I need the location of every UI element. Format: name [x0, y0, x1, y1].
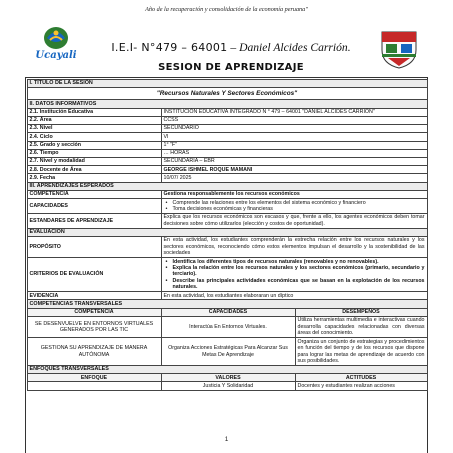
info-label: 2.7. Nivel y modalidad [27, 157, 161, 165]
info-row-institucion [27, 108, 427, 116]
info-value: … HORAS [161, 149, 427, 157]
table-row [27, 317, 427, 338]
enfoque-valor: Justicia Y Solidaridad [161, 382, 295, 390]
proposito-row [27, 237, 427, 258]
enfoque-name [27, 382, 161, 390]
estandares-value: Explica que los recursos económicos son escasos y que, frente a ello, los agentes económicos deben tomar decisiones sobre cómo utilizarlos (elección y costos de oportunidad). [161, 213, 427, 228]
column-header: CAPACIDADES [161, 308, 295, 316]
school-code: I.E.I- N°479 – 64001 [111, 41, 228, 54]
evidencia-label: EVIDENCIA [27, 292, 161, 300]
table-row [27, 382, 427, 390]
criterios-list [164, 259, 425, 291]
competencia-label: COMPETENCIA [27, 191, 161, 199]
school-crest-logo [378, 28, 420, 70]
list-item: • Toma decisiones económicas y financieras [164, 206, 425, 212]
column-header: ACTITUDES [295, 374, 427, 382]
info-row-fecha [27, 174, 427, 182]
info-value: GEORGE ISHMEL ROQUE MAMANI [161, 166, 427, 174]
competencia-row [27, 191, 427, 199]
proposito-label: PROPÓSITO [27, 237, 161, 258]
section-aprendizajes-heading: III. APRENDIZAJES ESPERADOS [27, 182, 427, 190]
logo-left-text: Ucayali [35, 50, 77, 61]
evidencia-value: En esta actividad, los estudiantes elaboraran un díptico [161, 292, 427, 300]
list-item: • Explica la relación entre los recursos naturales y los sectores económicos (primario, secundario y terciario). [164, 265, 425, 278]
estandares-row [27, 213, 427, 228]
info-label: 2.1. Institución Educativa [27, 108, 161, 116]
info-label: 2.4. Ciclo [27, 133, 161, 141]
enfoque-actitud: Docentes y estudiantes realizan acciones [295, 382, 427, 390]
column-header: ENFOQUE [27, 374, 161, 382]
criterios-row [27, 258, 427, 292]
list-item: • Identifica los diferentes tipos de recursos naturales (renovables y no renovables). [164, 259, 425, 265]
school-name-text: – Daniel Alcides Carrión. [230, 41, 351, 54]
list-item: • Comprende las relaciones entre los elementos del sistema económico y financiero [164, 200, 425, 206]
transversal-capacidad: Organiza Acciones Estratégicas Para Alcanzar Sus Metas De Aprendizaje [161, 338, 295, 366]
info-value: SECUNDARIA – EBR [161, 157, 427, 165]
info-row-modalidad [27, 157, 427, 165]
info-row-tiempo [27, 149, 427, 157]
info-value: CCSS [161, 116, 427, 124]
info-value: 10/07/ 2025 [161, 174, 427, 182]
info-label: 2.8. Docente de Área [27, 166, 161, 174]
section-info-heading: II. DATOS INFORMATIVOS [27, 100, 427, 108]
evidencia-row [27, 292, 427, 300]
info-row-docente [27, 166, 427, 174]
info-label: 2.6. Tiempo [27, 149, 161, 157]
info-row-nivel [27, 125, 427, 133]
competencia-value: Gestiona responsablemente los recursos económicos [161, 191, 427, 199]
transversal-capacidad: Interactúa En Entornos Virtuales. [161, 317, 295, 338]
info-value: VI [161, 133, 427, 141]
info-row-area [27, 116, 427, 124]
info-row-grado [27, 141, 427, 149]
section-title-heading: I. TÍTULO DE LA SESIÓN [27, 80, 427, 88]
section-evaluacion-heading: EVALUACION [27, 228, 427, 236]
column-header: COMPETENCIA [27, 308, 161, 316]
transversal-desempeno: Utiliza herramientas multimedia e interactivas cuando desarrolla capacidades relacionadas con diversas áreas del conocimiento. [295, 317, 427, 338]
enfoques-header-row [27, 374, 427, 382]
column-header: VALORES [161, 374, 295, 382]
capacidades-list [164, 200, 425, 213]
column-header: DESEMPEÑOS [295, 308, 427, 316]
school-name [95, 41, 367, 54]
info-label: 2.3. Nivel [27, 125, 161, 133]
document-title: SESION DE APRENDIZAJE [158, 62, 304, 73]
info-value: INSTITUCIÓN EDUCATIVA INTEGRADO N ° 479 – 64001 "DANIEL ALCIDES CARRIÓN" [161, 108, 427, 116]
session-title: "Recursos Naturales Y Sectores Económicos" [27, 88, 427, 100]
capacidades-label: CAPACIDADES [27, 199, 161, 214]
session-table [27, 79, 428, 391]
info-label: 2.2. Área [27, 116, 161, 124]
capacidades-list-cell [161, 199, 427, 214]
info-row-ciclo [27, 133, 427, 141]
section-transversales-heading: COMPETENCIAS TRANSVERSALES [27, 300, 427, 308]
transversal-competencia: SE DESENVUELVE EN ENTORNOS VIRTUALES GENERADOS POR LAS TIC [27, 317, 161, 338]
criterios-label: CRITERIOS DE EVALUACIÓN [27, 258, 161, 292]
section-enfoques-heading: ENFOQUES TRANSVERSALES [27, 365, 427, 373]
info-value: SECUNDARIO [161, 125, 427, 133]
table-row [27, 338, 427, 366]
proposito-value: En esta actividad, los estudiantes comprenderán la estrecha relación entre los recursos naturales y los sectores económicos, reconociendo cómo estos elementos impulsan el desarrollo y la sostenibilidad de las sociedades [161, 237, 427, 258]
info-value: 1° "F" [161, 141, 427, 149]
estandares-label: ESTANDARES DE APRENDIZAJE [27, 213, 161, 228]
ucayali-logo [25, 24, 87, 62]
transversal-desempeno: Organiza un conjunto de estrategias y procedimientos en función del tiempo y de los recursos que dispone para lograr las metas de aprendizaje de acuerdo con sus posibilidades. [295, 338, 427, 366]
page-number: 1 [224, 436, 229, 443]
list-item: • Describe las principales actividades económicas que se basan en la explotación de los recursos naturales. [164, 278, 425, 291]
capacidades-row [27, 199, 427, 214]
info-label: 2.5. Grado y sección [27, 141, 161, 149]
page-header-motto: Año de la recuperación y consolidación de la economía peruana" [145, 6, 308, 13]
info-label: 2.9. Fecha [27, 174, 161, 182]
transversales-header-row [27, 308, 427, 316]
transversal-competencia: GESTIONA SU APRENDIZAJE DE MANERA AUTÓNOMA [27, 338, 161, 366]
criterios-list-cell [161, 258, 427, 292]
